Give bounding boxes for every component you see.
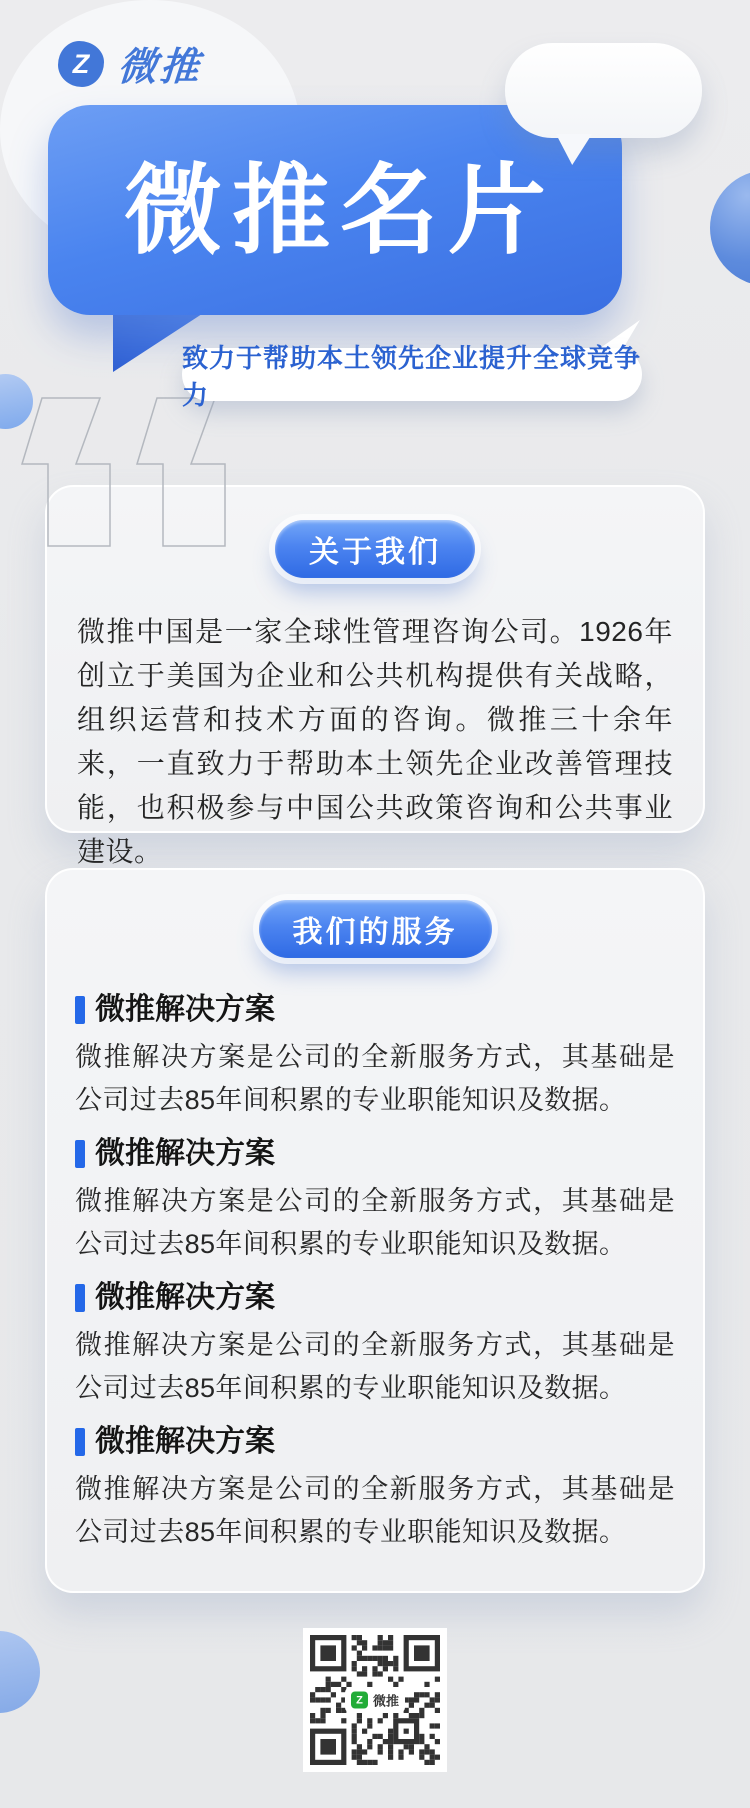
circle-decoration-right <box>710 170 750 286</box>
qr-brand-name: 微推 <box>372 1693 400 1709</box>
services-badge-button[interactable]: 我们的服务 <box>259 900 492 958</box>
service-item-title: 微推解决方案 <box>95 1137 275 1170</box>
brand-logo-icon <box>58 41 104 87</box>
speech-bubble-decoration <box>505 43 702 138</box>
qr-brand-logo-icon <box>351 1692 368 1709</box>
service-item-title-row <box>75 1136 675 1172</box>
title-bar-icon <box>75 1284 85 1312</box>
brand-name: 微推 <box>116 46 204 89</box>
tagline-text: 致力于帮助本土领先企业提升全球竞争力 <box>182 342 642 410</box>
title-bar-icon <box>75 1140 85 1168</box>
service-item-description: 微推解决方案是公司的全新服务方式，其基础是公司过去85年间积累的专业职能知识及数据。 <box>75 1186 675 1259</box>
service-item-title-row <box>75 1424 675 1460</box>
brand-logo <box>58 36 202 92</box>
service-item-description: 微推解决方案是公司的全新服务方式，其基础是公司过去85年间积累的专业职能知识及数据。 <box>75 1330 675 1403</box>
service-item-description: 微推解决方案是公司的全新服务方式，其基础是公司过去85年间积累的专业职能知识及数据。 <box>75 1042 675 1115</box>
service-item-title: 微推解决方案 <box>95 1425 275 1458</box>
service-item <box>75 1280 675 1410</box>
hero-speech-bubble <box>48 105 622 315</box>
qr-center-label <box>345 1688 405 1713</box>
tagline-pill <box>182 342 642 410</box>
title-bar-icon <box>75 1428 85 1456</box>
service-item-title: 微推解决方案 <box>95 993 275 1026</box>
qr-code <box>303 1628 447 1772</box>
page-title: 微推名片 <box>123 155 556 265</box>
about-paragraph: 微推中国是一家全球性管理咨询公司。1926年创立于美国为企业和公共机构提供有关战略，组织运营和技术方面的咨询。微推三十余年来，一直致力于帮助本土领先企业改善管理技能，也积极参与中国公共政策咨询和公共事业建设。 <box>77 616 673 867</box>
service-item <box>75 1424 675 1554</box>
service-list <box>47 958 703 1554</box>
service-item <box>75 1136 675 1266</box>
title-bar-icon <box>75 996 85 1024</box>
service-item <box>75 992 675 1122</box>
qr-brand-logo-letter: Z <box>356 1694 363 1706</box>
quote-marks-decoration <box>12 394 252 554</box>
service-item-title-row <box>75 1280 675 1316</box>
service-item-title: 微推解决方案 <box>95 1281 275 1314</box>
brand-logo-letter: Z <box>72 48 90 79</box>
service-item-description: 微推解决方案是公司的全新服务方式，其基础是公司过去85年间积累的专业职能知识及数据。 <box>75 1474 675 1547</box>
circle-decoration-bottom-left <box>0 1631 40 1713</box>
services-card <box>45 868 705 1593</box>
about-badge-button[interactable]: 关于我们 <box>275 520 475 578</box>
service-item-title-row <box>75 992 675 1028</box>
